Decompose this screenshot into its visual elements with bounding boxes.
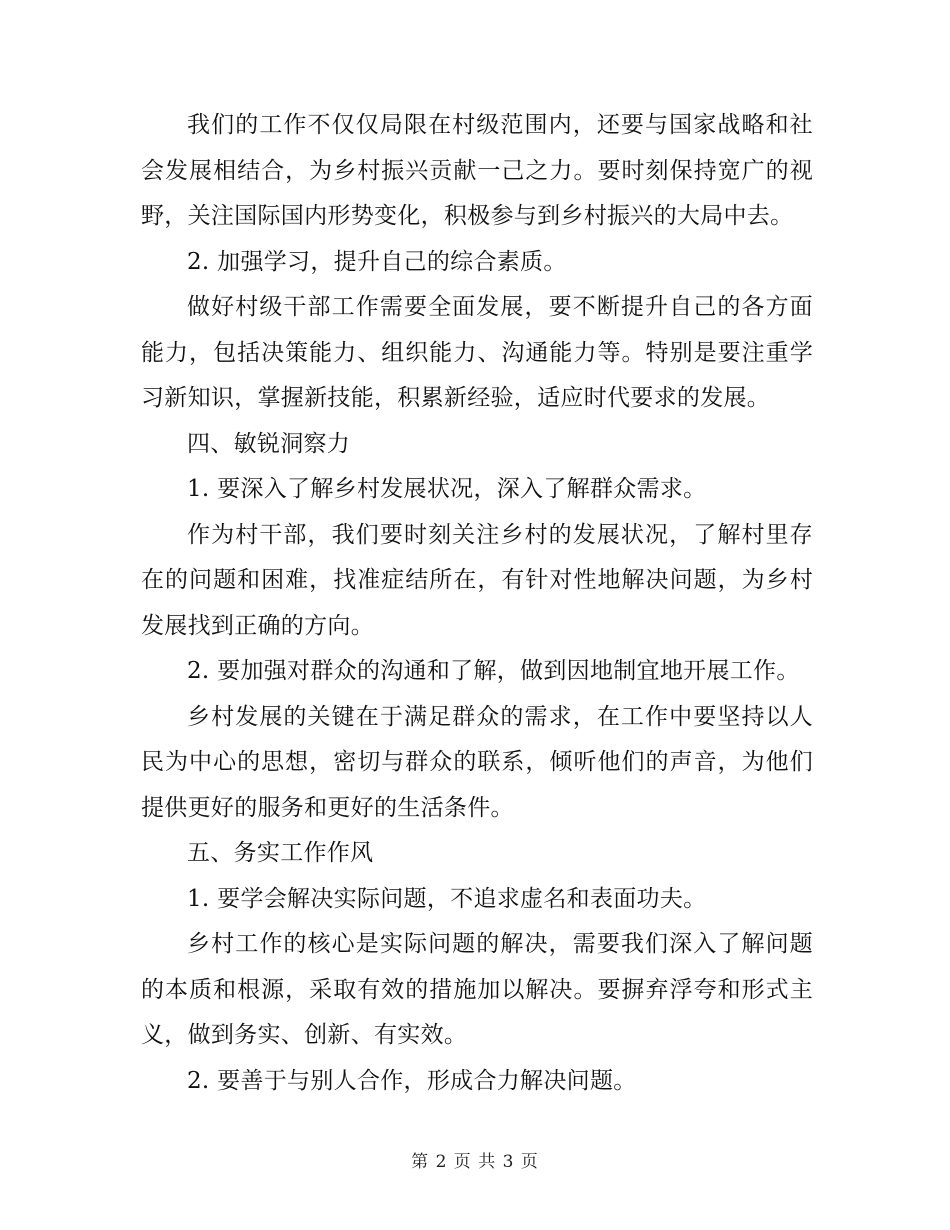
paragraph: 我们的工作不仅仅局限在村级范围内，还要与国家战略和社会发展相结合，为乡村振兴贡献一己之力。要时刻保持宽广的视野，关注国际国内形势变化，积极参与到乡村振兴的大局中去。 [141,112,813,229]
list-item-heading: 2. 要加强对群众的沟通和了解，做到因地制宜地开展工作。 [187,658,800,684]
list-item-heading: 2. 要善于与别人合作，形成合力解决问题。 [187,1067,637,1094]
page-footer: 第 2 页 共 3 页 [411,1152,539,1172]
paragraph: 乡村工作的核心是实际问题的解决，需要我们深入了解问题的本质和根源，采取有效的措施加以解决。要摒弃浮夸和形式主义，做到务实、创新、有实效。 [141,931,813,1048]
paragraph: 做好村级干部工作需要全面发展，要不断提升自己的各方面能力，包括决策能力、组织能力、沟通能力等。特别是要注重学习新知识，掌握新技能，积累新经验，适应时代要求的发展。 [141,294,813,411]
section-heading: 四、敏锐洞察力 [187,430,351,457]
list-item-heading: 1. 要学会解决实际问题，不追求虚名和表面功夫。 [187,885,707,912]
paragraph: 乡村发展的关键在于满足群众的需求，在工作中要坚持以人民为中心的思想，密切与群众的联系，倾听他们的声音，为他们提供更好的服务和更好的生活条件。 [141,703,813,821]
page-body [141,103,813,1104]
list-item-heading: 2. 加强学习，提升自己的综合素质。 [187,248,567,275]
section-heading: 五、务实工作作风 [187,840,374,866]
paragraph: 作为村干部，我们要时刻关注乡村的发展状况，了解村里存在的问题和困难，找准症结所在，有针对性地解决问题，为乡村发展找到正确的方向。 [141,521,813,639]
list-item-heading: 1. 要深入了解乡村发展状况，深入了解群众需求。 [187,476,707,502]
